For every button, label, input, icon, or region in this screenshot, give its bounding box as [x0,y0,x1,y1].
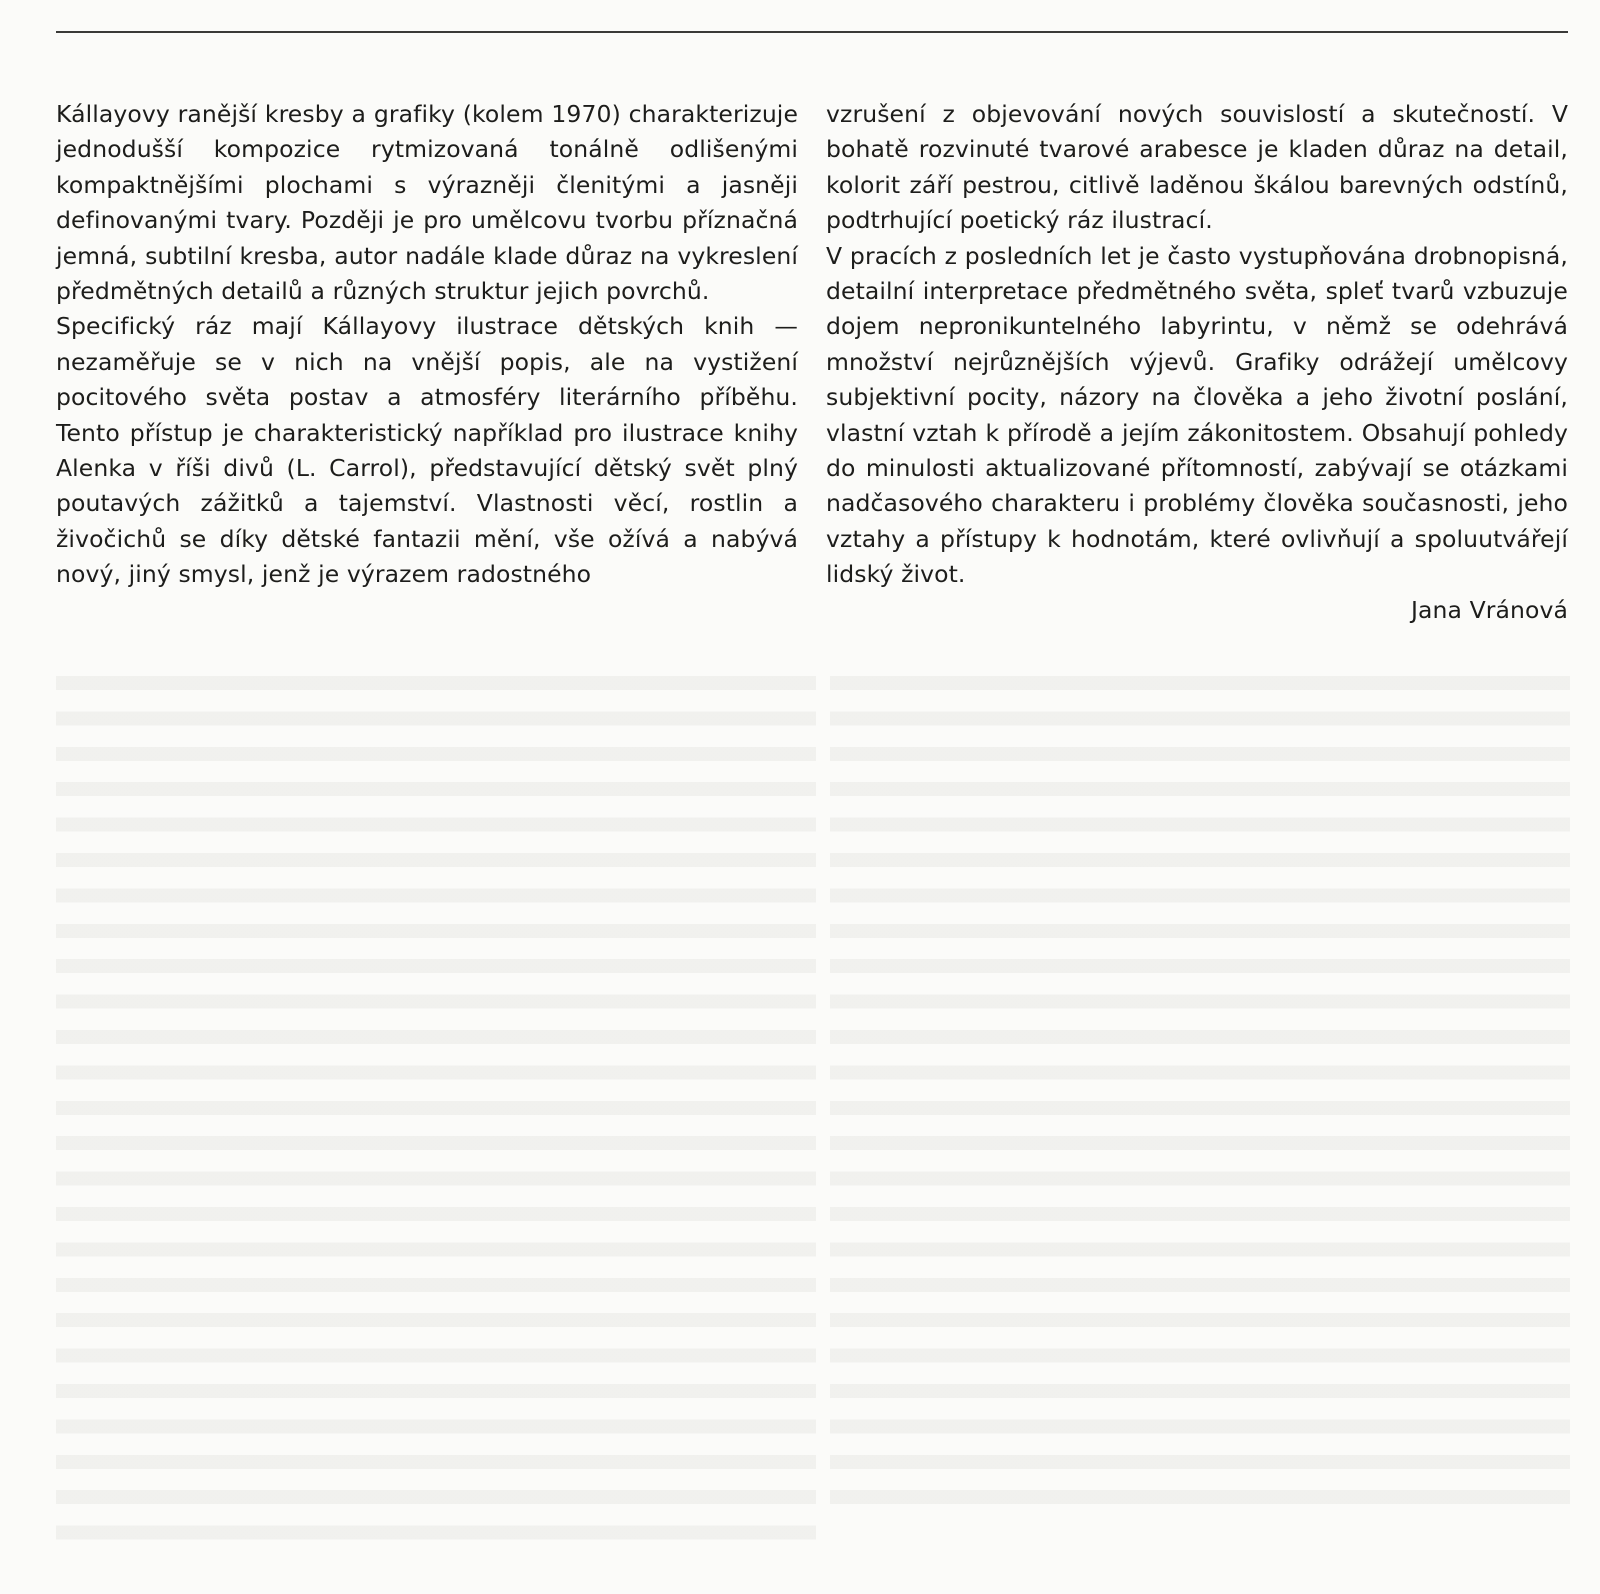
paragraph-arabesque: vzrušení z objevování nových souvislostí a skutečností. V bohatě rozvinuté tvarové arabesce je kladen důraz na detail, kolorit září pestrou, citlivě laděnou škálou barevných odstínů, podtrhující poetický ráz ilustrací. [826,100,1568,235]
paragraph-early-works: Kállayovy ranější kresby a grafiky (kolem 1970) charakterizuje jednodušší kompozice rytmizovaná tonálně odlišenými kompaktnějšími plochami s výrazněji členitými a jasněji definovanými tvary. Později je pro umělcovu tvorbu příznačná jemná, subtilní kresba, autor nadále klade důraz na vykreslení předmětných detailů a různých struktur jejich povrchů. [56,100,798,306]
left-column [56,97,798,593]
show-through-right [830,660,1570,1520]
paragraph-recent-works: V pracích z posledních let je často vystupňována drobnopisná, detailní interpretace předmětného světa, spleť tvarů vzbuzuje dojem nepronikuntelného labyrintu, v němž se odehrává množství nejrůznějších výjevů. Grafiky odrážejí umělcovy subjektivní pocity, názory na člověka a jeho životní poslání, vlastní vztah k přírodě a jejím zákonitostem. Obsahují pohledy do minulosti aktualizované přítomností, zabývají se otázkami nadčasového charakteru i problémy člověka současnosti, jeho vztahy a přístupy k hodnotám, které ovlivňují a spoluutvářejí lidský život. [826,241,1568,589]
show-through-left [56,660,816,1540]
author-signature: Jana Vránová [1410,595,1568,624]
paragraph-childrens-illustrations: Specifický ráz mají Kállayovy ilustrace dětských knih — nezaměřuje se v nich na vnější popis, ale na vystižení pocitového světa postav a atmosféry literárního příběhu. Tento přístup je charakteristický například pro ilustrace knihy Alenka v říši divů (L. Carrol), představující dětský svět plný poutavých zážitků a tajemství. Vlastnosti věcí, rostlin a živočichů se díky dětské fantazii mění, vše ožívá a nabývá nový, jiný smysl, jenž je výrazem radostného [56,312,798,589]
header-rule [56,31,1568,33]
right-column [826,97,1568,628]
